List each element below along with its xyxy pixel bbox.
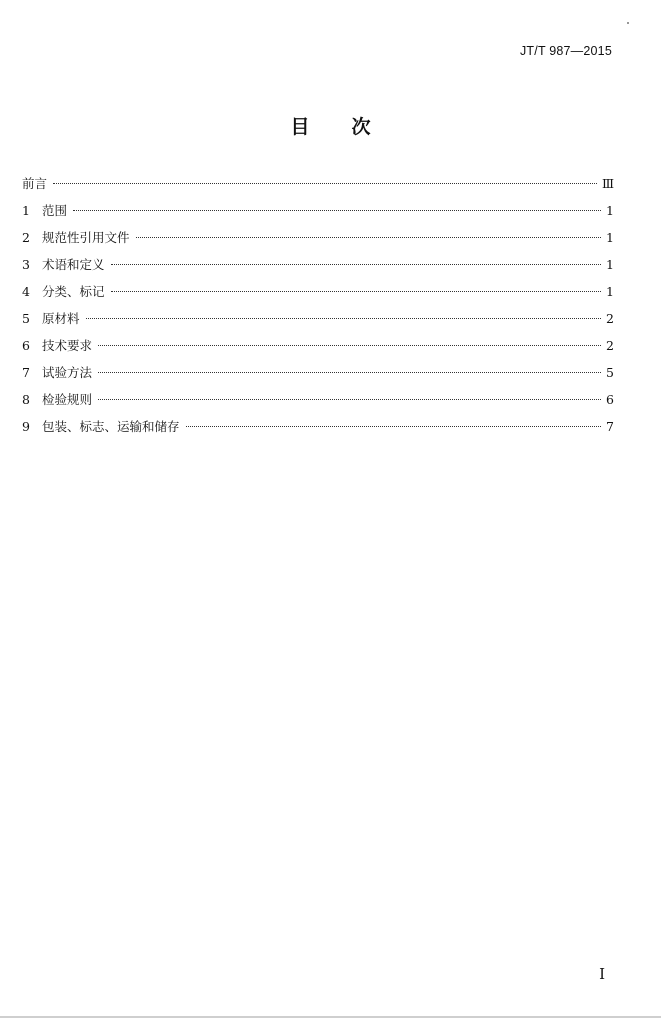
scan-dot	[627, 22, 629, 24]
toc-entry-title: 范围	[42, 203, 68, 218]
toc-entry[interactable]	[22, 364, 614, 391]
toc-entry[interactable]	[22, 229, 614, 256]
toc-entry-number: 4	[22, 284, 30, 299]
page-number: I	[599, 965, 605, 983]
toc-entry-title: 分类、标记	[42, 284, 105, 299]
toc-entry-title: 技术要求	[42, 338, 93, 353]
toc-leader	[73, 210, 601, 211]
standard-code: JT/T 987—2015	[519, 44, 612, 58]
page-title-part1: 目	[290, 116, 310, 138]
toc-entry-number: 3	[22, 257, 30, 272]
bottom-border	[0, 1016, 661, 1018]
toc-entry-page: 1	[606, 203, 614, 218]
toc-entry-number: 9	[22, 419, 30, 434]
toc-entry-title: 规范性引用文件	[42, 230, 130, 245]
toc-entry[interactable]	[22, 337, 614, 364]
toc-entry-page: 2	[606, 338, 614, 353]
toc-entry-page: 1	[606, 230, 614, 245]
toc-entry-page: 6	[606, 392, 614, 407]
table-of-contents	[22, 175, 614, 445]
toc-entry[interactable]	[22, 202, 614, 229]
toc-entry-number: 5	[22, 311, 30, 326]
toc-entry-title: 前言	[22, 176, 48, 191]
toc-leader	[186, 426, 601, 427]
toc-entry-number: 1	[22, 203, 30, 218]
toc-entry-title: 原材料	[42, 311, 80, 326]
toc-entry[interactable]	[22, 283, 614, 310]
toc-entry-page: 1	[606, 284, 614, 299]
toc-entry-title: 检验规则	[42, 392, 93, 407]
page-title	[0, 112, 661, 139]
toc-entry-page: 7	[606, 419, 614, 434]
toc-entry[interactable]	[22, 256, 614, 283]
toc-leader	[86, 318, 601, 319]
toc-entry-number: 2	[22, 230, 30, 245]
toc-entry[interactable]	[22, 418, 614, 445]
toc-leader	[98, 345, 601, 346]
toc-leader	[53, 183, 597, 184]
toc-leader	[98, 372, 601, 373]
page-title-part2: 次	[351, 116, 371, 138]
toc-leader	[98, 399, 601, 400]
toc-entry-page: 2	[606, 311, 614, 326]
toc-entry[interactable]	[22, 391, 614, 418]
toc-entry-foreword[interactable]	[22, 175, 614, 202]
toc-leader	[111, 264, 601, 265]
toc-entry-title: 包装、标志、运输和储存	[42, 419, 180, 434]
toc-entry-page: Ⅲ	[601, 176, 614, 191]
toc-leader	[111, 291, 601, 292]
toc-entry-number: 7	[22, 365, 30, 380]
toc-entry-page: 1	[606, 257, 614, 272]
toc-entry-page: 5	[606, 365, 614, 380]
toc-entry[interactable]	[22, 310, 614, 337]
toc-entry-title: 试验方法	[42, 365, 93, 380]
toc-entry-number: 6	[22, 338, 30, 353]
toc-entry-number: 8	[22, 392, 30, 407]
toc-leader	[136, 237, 601, 238]
toc-entry-title: 术语和定义	[42, 257, 105, 272]
